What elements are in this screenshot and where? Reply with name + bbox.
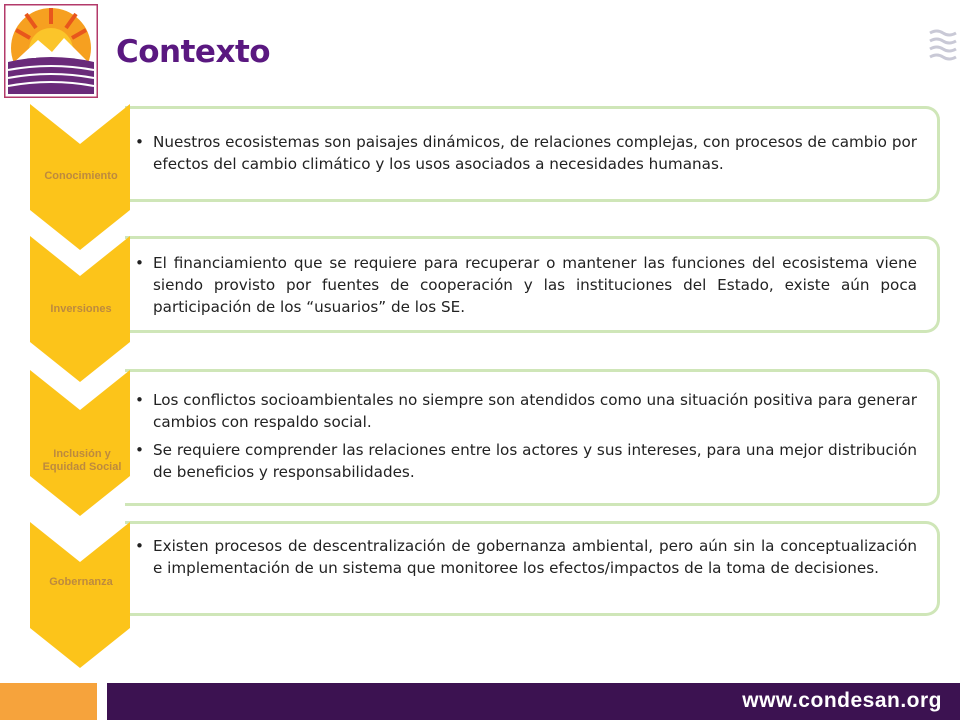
content-box-conocimiento: [125, 106, 940, 202]
chevron-label: Conocimiento: [44, 170, 118, 182]
bullet-item: • Se requiere comprender las relaciones entre los actores y sus intereses, para una mejor distribución de beneficios y responsabilidades.: [153, 439, 917, 483]
chevron-gobernanza: [30, 522, 130, 668]
website-url: www.condesan.org: [742, 689, 942, 712]
footer-bar: [107, 683, 960, 720]
bullet-item: • Los conflictos socioambientales no siempre son atendidos como una situación positiva para generar cambios con respaldo social.: [153, 389, 917, 433]
waves-icon: [928, 28, 958, 64]
chevron-inclusion: [30, 370, 130, 516]
bullet-item: • Nuestros ecosistemas son paisajes dinámicos, de relaciones complejas, con procesos de cambio por efectos del cambio climático y los usos asociados a necesidades humanas.: [153, 131, 917, 175]
footer-accent-bar: [0, 683, 97, 720]
content-box-gobernanza: [125, 521, 940, 616]
condesan-logo: [4, 4, 98, 98]
page-title: Contexto: [116, 34, 271, 70]
chevron-label: Gobernanza: [49, 576, 113, 588]
chevron-label: Inclusión y Equidad Social: [42, 448, 122, 473]
content-box-inclusion: [125, 369, 940, 506]
bullet-item: • El financiamiento que se requiere para recuperar o mantener las funciones del ecosistema viene siendo provisto por fuentes de cooperación y las instituciones del Estado, existe aún poca participación de los “usuarios” de los SE.: [153, 252, 917, 318]
content-box-inversiones: [125, 236, 940, 333]
chevron-label: Inversiones: [50, 303, 112, 315]
bullet-item: • Existen procesos de descentralización de gobernanza ambiental, pero aún sin la conceptualización e implementación de un sistema que monitoree los efectos/impactos de la toma de decisiones.: [153, 535, 917, 579]
